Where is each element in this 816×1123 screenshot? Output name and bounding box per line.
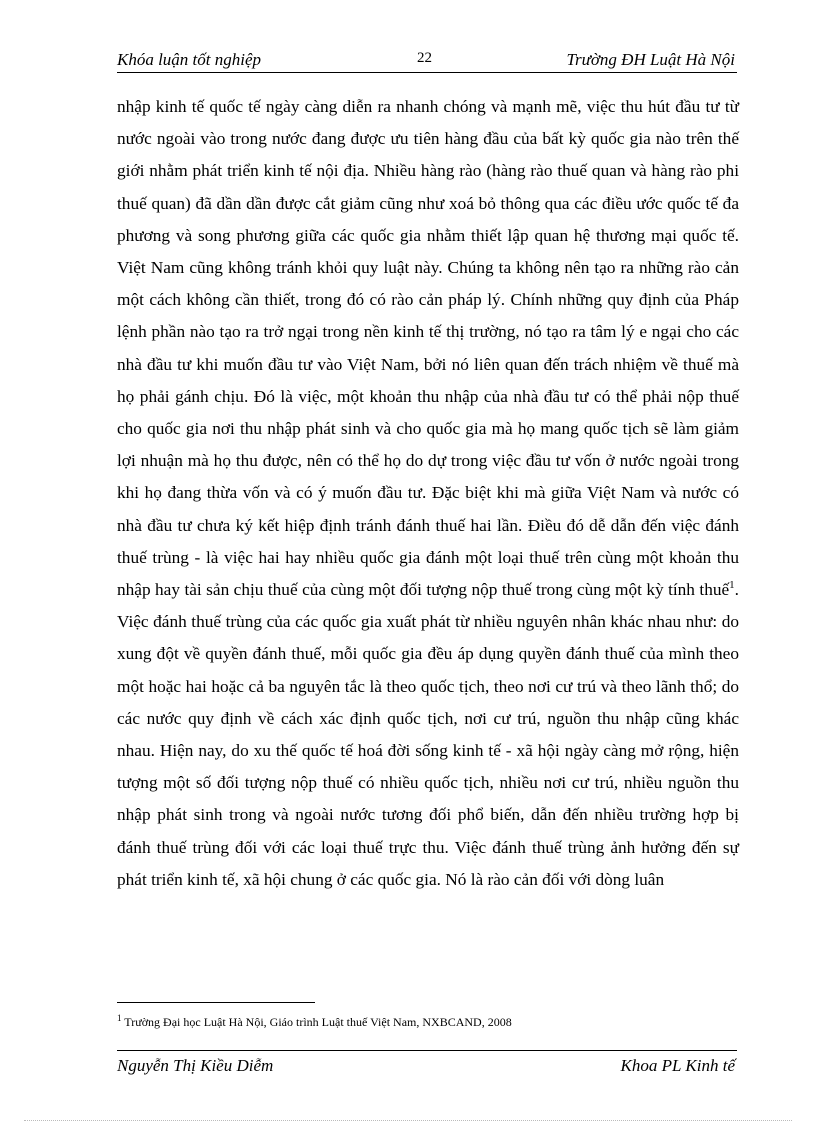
page-header bbox=[117, 48, 737, 73]
body-paragraph bbox=[117, 91, 739, 896]
body-text-continuation: . Việc đánh thuế trùng của các quốc gia xuất phát từ nhiều nguyên nhân khác nhau như: do xung đột về quyền đánh thuế, mỗi quốc gia đều áp dụng quyền đánh thuế của mình theo một hoặc hai hoặc cả ba nguyên tắc là theo quốc tịch, theo nơi cư trú và theo lãnh thổ; do các nước quy định về cách xác định quốc tịch, nơi cư trú, nguồn thu nhập cũng khác nhau. Hiện nay, do xu thế quốc tế hoá đời sống kinh tế - xã hội ngày càng mở rộng, hiện tượng một số đối tượng nộp thuế có nhiều quốc tịch, nhiều nơi cư trú, nhiều nguồn thu nhập phát sinh trong và ngoài nước tương đối phổ biến, dẫn đến nhiều trường hợp bị đánh thuế trùng đối với các loại thuế trực thu. Việc đánh thuế trùng ảnh hưởng đến sự phát triển kinh tế, xã hội chung ở các quốc gia. Nó là rào cản đối với dòng luân bbox=[117, 580, 739, 889]
footnote bbox=[117, 1013, 737, 1030]
footnote-reference[interactable]: 1 bbox=[729, 579, 735, 592]
header-page-number: 22 bbox=[417, 50, 432, 66]
page-edge-divider bbox=[24, 1120, 792, 1121]
footer-author: Nguyễn Thị Kiều Diễm bbox=[117, 1056, 274, 1075]
footnote-text: Trường Đại học Luật Hà Nội, Giáo trình Luật thuế Việt Nam, NXBCAND, 2008 bbox=[121, 1015, 512, 1029]
header-university: Trường ĐH Luật Hà Nội bbox=[566, 50, 735, 69]
footer-faculty: Khoa PL Kinh tế bbox=[620, 1056, 735, 1075]
footnote-marker: 1 bbox=[117, 1013, 122, 1023]
footnote-separator bbox=[117, 1002, 315, 1003]
header-thesis-title: Khóa luận tốt nghiệp bbox=[117, 50, 262, 69]
page-footer bbox=[117, 1050, 737, 1081]
body-text-main: nhập kinh tế quốc tế ngày càng diễn ra nhanh chóng và mạnh mẽ, việc thu hút đầu tư từ nước ngoài vào trong nước đang được ưu tiên hàng đầu của bất kỳ quốc gia nào trên thế giới nhằm phát triển kinh tế nội địa. Nhiều hàng rào (hàng rào thuế quan và hàng rào phi thuế quan) đã dần dần được cắt giảm cũng như xoá bỏ thông qua các điều ước quốc tế đa phương và song phương giữa các quốc gia nhằm thiết lập quan hệ thương mại quốc tế. Việt Nam cũng không tránh khỏi quy luật này. Chúng ta không nên tạo ra những rào cản một cách không cần thiết, trong đó có rào cản pháp lý. Chính những quy định của Pháp lệnh phần nào tạo ra trở ngại trong nền kinh tế thị trường, nó tạo ra tâm lý e ngại cho các nhà đầu tư khi muốn đầu tư vào Việt Nam, bởi nó liên quan đến trách nhiệm về thuế mà họ phải gánh chịu. Đó là việc, một khoản thu nhập của nhà đầu tư có thể phải nộp thuế cho quốc gia nơi thu nhập phát sinh và cho quốc gia mà họ mang quốc tịch sẽ làm giảm lợi nhuận mà họ thu được, nên có thể họ do dự trong việc đầu tư vốn ở nước ngoài trong khi họ đang thừa vốn và có ý muốn đầu tư. Đặc biệt khi mà giữa Việt Nam và nước có nhà đầu tư chưa ký kết hiệp định tránh đánh thuế hai lần. Điều đó dễ dẫn đến việc đánh thuế trùng - là việc hai hay nhiều quốc gia đánh một loại thuế trên cùng một khoản thu nhập hay tài sản chịu thuế của cùng một đối tượng nộp thuế trong cùng một kỳ tính thuế bbox=[117, 97, 739, 600]
